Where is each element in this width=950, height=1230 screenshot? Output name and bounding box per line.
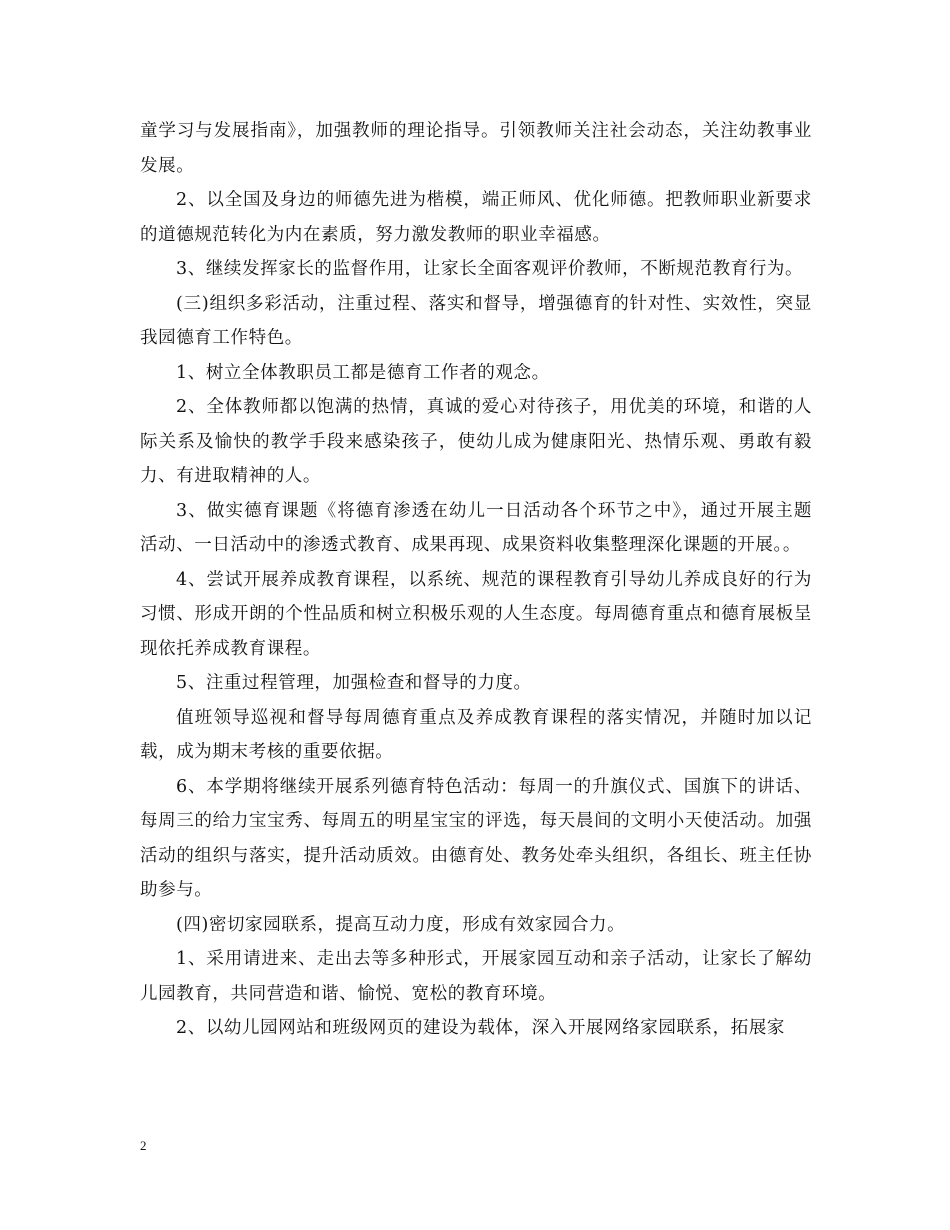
body-paragraph: 3、继续发挥家长的监督作用，让家长全面客观评价教师，不断规范教育行为。 bbox=[176, 259, 804, 279]
body-paragraph: 3、做实德育课题《将德育渗透在幼儿一日活动各个环节之中》，通过开展主题活动、一日活动中的渗透式教育、成果再现、成果资料收集整理深化课题的开展。。 bbox=[140, 500, 812, 555]
body-paragraph: 6、本学期将继续开展系列德育特色活动：每周一的升旗仪式、国旗下的讲话、每周三的给力宝宝秀、每周五的明星宝宝的评选，每天晨间的文明小天使活动。加强活动的组织与落实，提升活动质效。由德育处、教务处牵头组织，各组长、班主任协助参与。 bbox=[140, 776, 812, 900]
body-paragraph: 1、采用请进来、走出去等多种形式，开展家园互动和亲子活动，让家长了解幼儿园教育，共同营造和谐、愉悦、宽松的教育环境。 bbox=[140, 949, 812, 1004]
body-paragraph: 2、以幼儿园网站和班级网页的建设为载体，深入开展网络家园联系，拓展家 bbox=[176, 1018, 786, 1038]
body-paragraph: (四)密切家园联系，提高互动力度，形成有效家园合力。 bbox=[176, 914, 626, 935]
body-paragraph: (三)组织多彩活动，注重过程、落实和督导，增强德育的针对性、实效性，突显我园德育工作特色。 bbox=[140, 293, 812, 348]
body-paragraph: 2、全体教师都以饱满的热情，真诚的爱心对待孩子，用优美的环境，和谐的人际关系及愉快的教学手段来感染孩子，使幼儿成为健康阳光、热情乐观、勇敢有毅力、有进取精神的人。 bbox=[140, 397, 812, 486]
body-paragraph: 值班领导巡视和督导每周德育重点及养成教育课程的落实情况，并随时加以记载，成为期末考核的重要依据。 bbox=[140, 707, 812, 762]
body-paragraph: 4、尝试开展养成教育课程，以系统、规范的课程教育引导幼儿养成良好的行为习惯、形成开朗的个性品质和树立积极乐观的人生态度。每周德育重点和德育展板呈现依托养成教育课程。 bbox=[140, 569, 812, 659]
body-paragraph: 2、以全国及身边的师德先进为楷模，端正师风、优化师德。把教师职业新要求的道德规范转化为内在素质，努力激发教师的职业幸福感。 bbox=[140, 190, 812, 245]
document-body bbox=[140, 114, 812, 1046]
page-number: 2 bbox=[140, 1138, 147, 1153]
body-paragraph: 童学习与发展指南》，加强教师的理论指导。引领教师关注社会动态，关注幼教事业发展。 bbox=[140, 121, 812, 176]
body-paragraph: 1、树立全体教职员工都是德育工作者的观念。 bbox=[176, 362, 550, 383]
body-paragraph: 5、注重过程管理，加强检查和督导的力度。 bbox=[176, 673, 532, 693]
